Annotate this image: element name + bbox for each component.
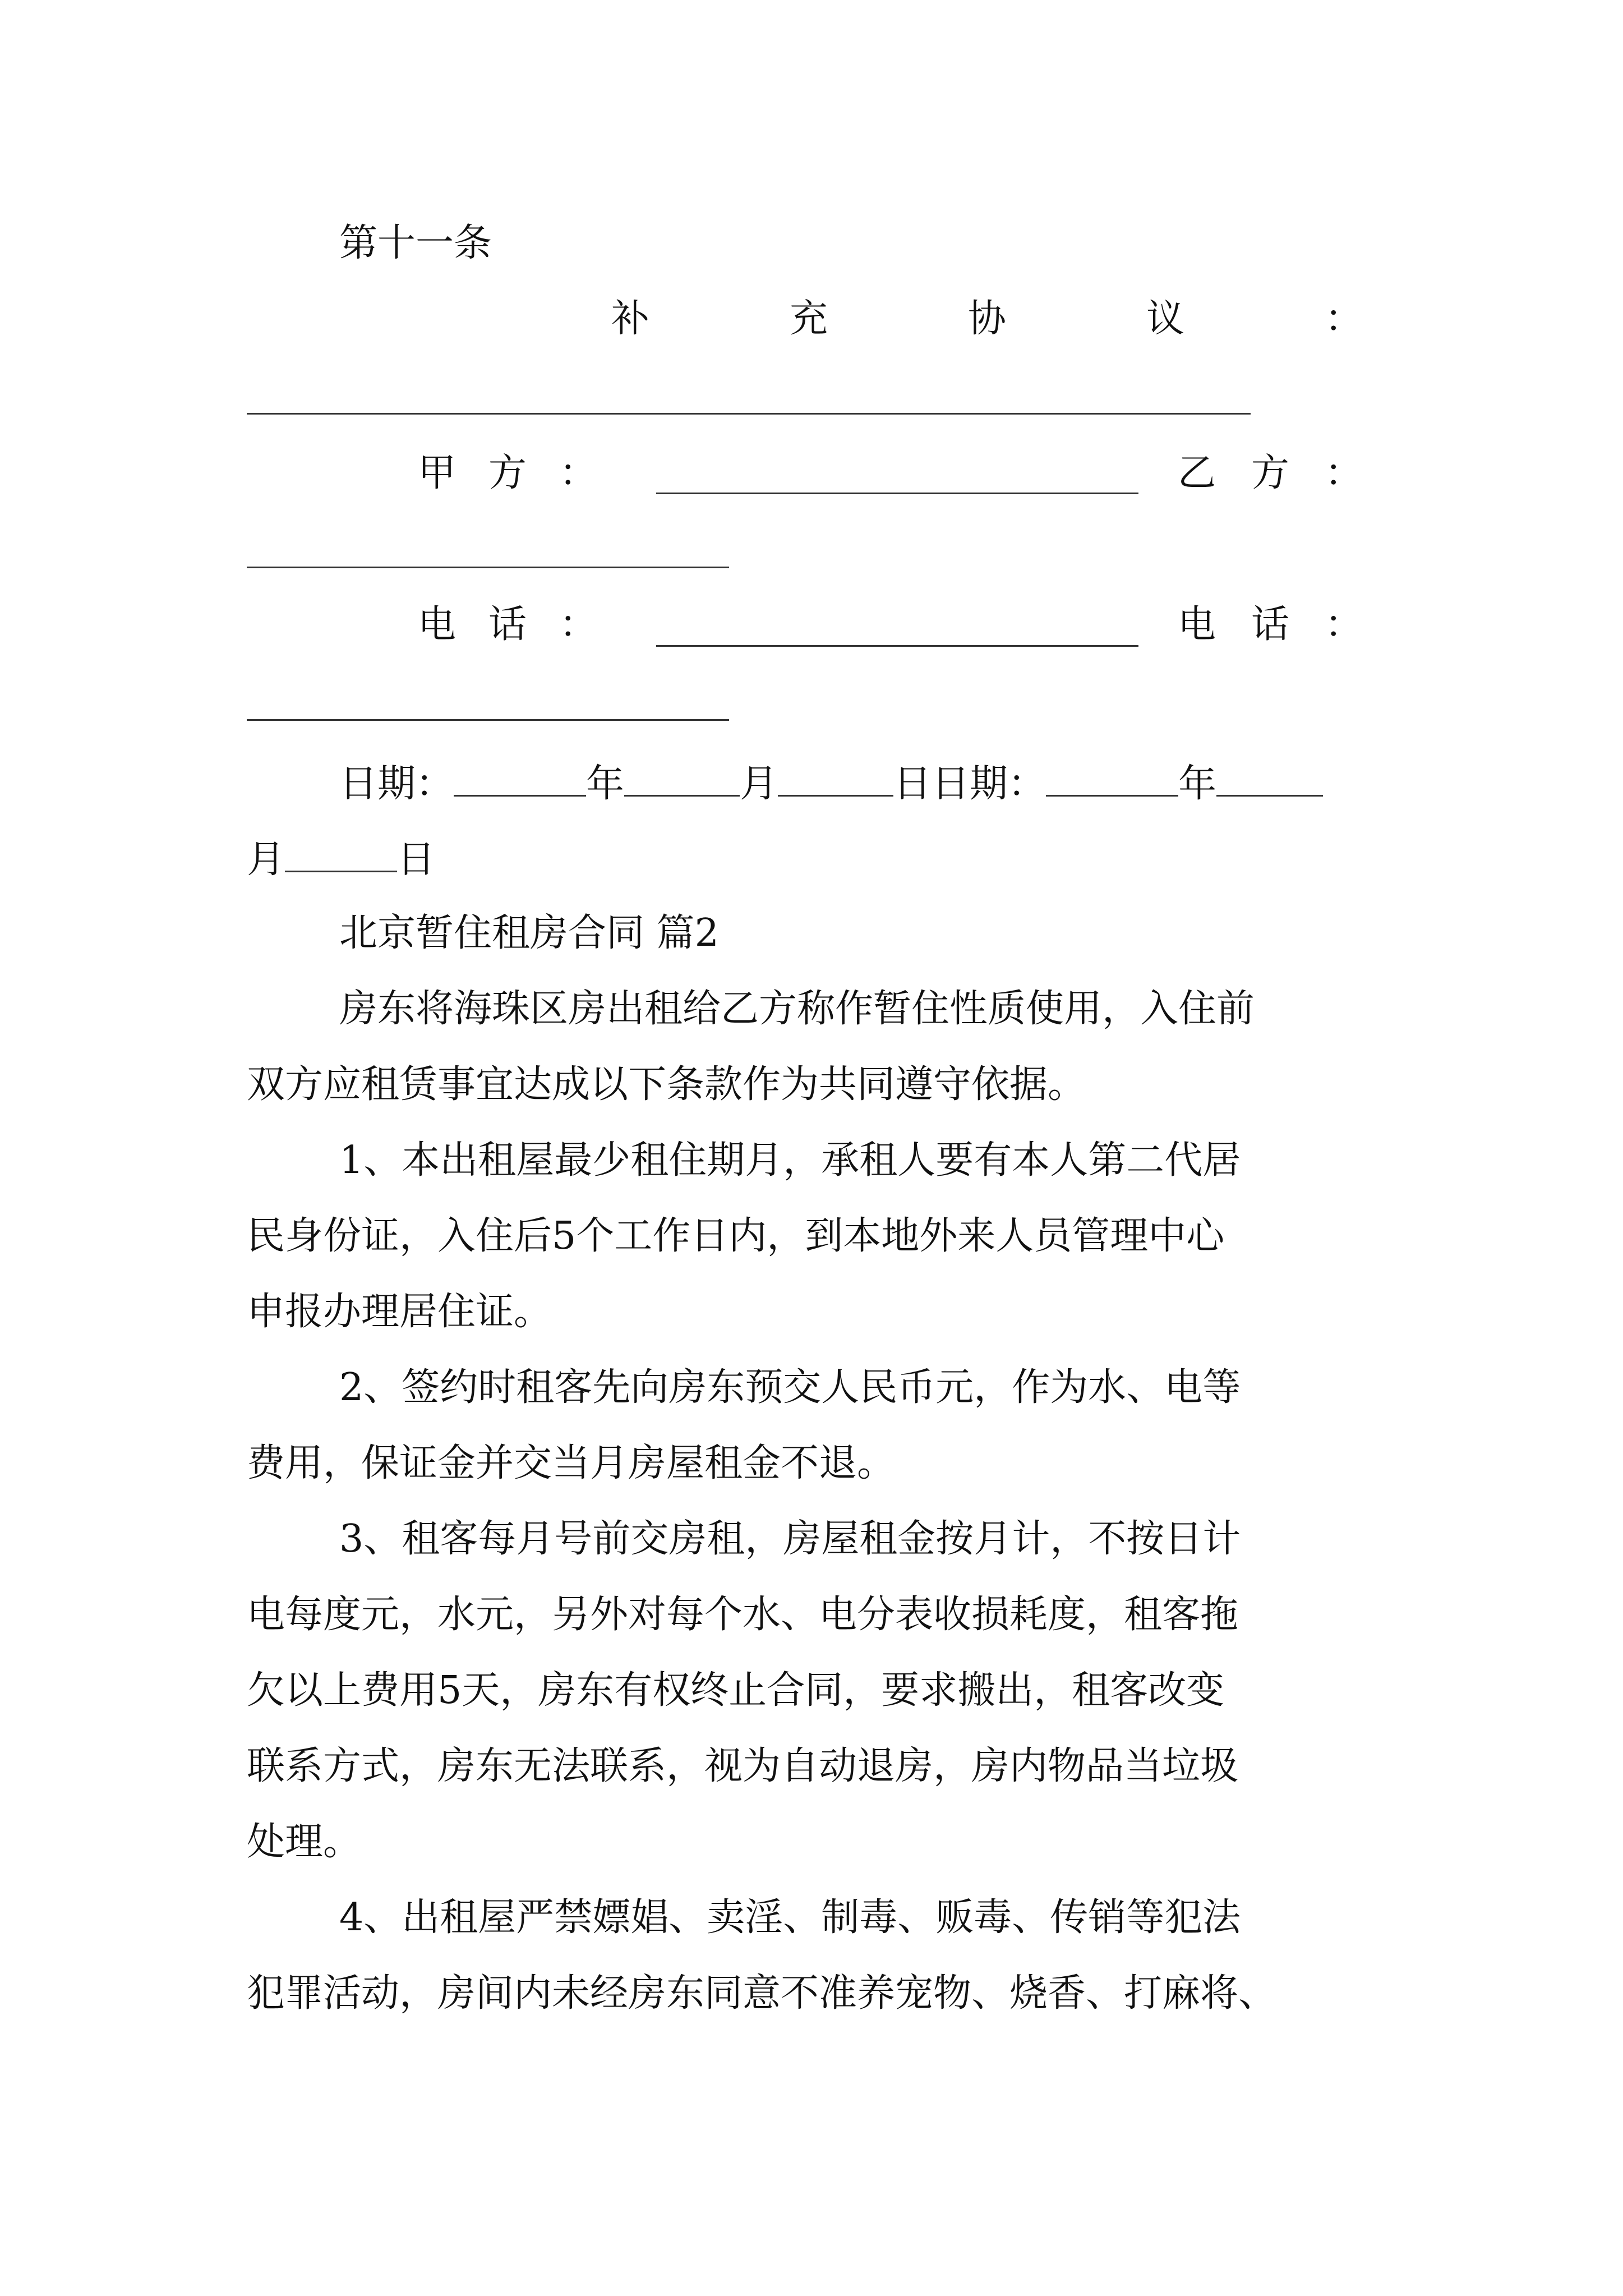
supplement-char: 议 <box>1146 297 1184 341</box>
phone-a-label <box>418 602 597 647</box>
clause-3-line: 处理。 <box>247 1820 362 1864</box>
party-b-blank <box>247 567 729 568</box>
month-blank-2 <box>1216 760 1323 797</box>
party-a-label <box>418 451 597 495</box>
clause-3-line: 欠以上费用5天，房东有权终止合同，要求搬出，租客改变 <box>247 1668 1225 1713</box>
phone-b-char: ： <box>1324 602 1363 647</box>
year-blank-1 <box>454 760 586 797</box>
year-label-1: 年 <box>586 762 625 806</box>
month-label-1: 月 <box>740 762 778 806</box>
clause-2-line: 费用，保证金并交当月房屋租金不退。 <box>247 1441 896 1485</box>
party-b-char: 乙 <box>1178 451 1216 495</box>
day-date-label: 日日期： <box>893 762 1046 806</box>
day-label-2: 日 <box>397 838 436 882</box>
phone-b-char: 话 <box>1251 602 1289 647</box>
intro-line: 双方应租赁事宜达成以下条款作为共同遵守依据。 <box>247 1062 1086 1107</box>
month-blank-1 <box>624 760 740 797</box>
party-b-char: 方 <box>1251 451 1289 495</box>
party-a-char: 甲 <box>418 451 457 495</box>
phone-a-blank <box>656 645 1138 647</box>
date-label-1: 日期： <box>339 762 454 806</box>
clause-1-line: 民身份证，入住后5个工作日内，到本地外来人员管理中心 <box>247 1214 1225 1258</box>
party-b-char: ： <box>1324 451 1363 495</box>
month-label-2: 月 <box>247 838 285 882</box>
supplement-char: 充 <box>789 297 828 341</box>
clause-3-line: 3、租客每月号前交房租，房屋租金按月计，不按日计 <box>339 1517 1241 1561</box>
clause-4-line: 4、出租屋严禁嫖娼、卖淫、制毒、贩毒、传销等犯法 <box>339 1895 1241 1940</box>
phone-b-blank <box>247 719 729 721</box>
section-title: 北京暂住租房合同 篇2 <box>339 911 719 955</box>
party-a-char: ： <box>559 451 597 495</box>
clause-2-line: 2、签约时租客先向房东预交人民币元，作为水、电等 <box>339 1365 1241 1410</box>
day-blank-2 <box>285 836 397 872</box>
clause-4-line: 犯罪活动，房间内未经房东同意不准养宠物、烧香、打麻将、 <box>247 1971 1277 2016</box>
supplement-char: 补 <box>611 297 650 341</box>
intro-line: 房东将海珠区房出租给乙方称作暂住性质使用，入住前 <box>339 987 1255 1031</box>
clause-1-line: 1、本出租屋最少租住期月，承租人要有本人第二代居 <box>339 1138 1241 1182</box>
supplement-char: ： <box>1324 297 1363 341</box>
phone-b-char: 电 <box>1178 602 1216 647</box>
party-b-label <box>1178 451 1363 495</box>
supplement-agreement-label <box>611 297 1363 341</box>
supplement-char: 协 <box>967 297 1006 341</box>
phone-a-char: ： <box>559 602 597 647</box>
clause-1-line: 申报办理居住证。 <box>247 1290 552 1334</box>
date-line-continued <box>247 836 436 882</box>
phone-a-char: 电 <box>418 602 457 647</box>
phone-b-label <box>1178 602 1363 647</box>
year-blank-2 <box>1046 760 1178 797</box>
article-heading: 第十一条 <box>339 221 492 265</box>
party-a-char: 方 <box>488 451 527 495</box>
party-a-blank <box>656 493 1138 494</box>
date-line <box>339 760 1323 806</box>
phone-a-char: 话 <box>488 602 527 647</box>
clause-3-line: 电每度元，水元，另外对每个水、电分表收损耗度，租客拖 <box>247 1593 1239 1637</box>
clause-3-line: 联系方式，房东无法联系，视为自动退房，房内物品当垃圾 <box>247 1744 1239 1788</box>
supplement-blank-line <box>247 413 1251 415</box>
day-blank-1 <box>778 760 893 797</box>
year-label-2: 年 <box>1178 762 1217 806</box>
